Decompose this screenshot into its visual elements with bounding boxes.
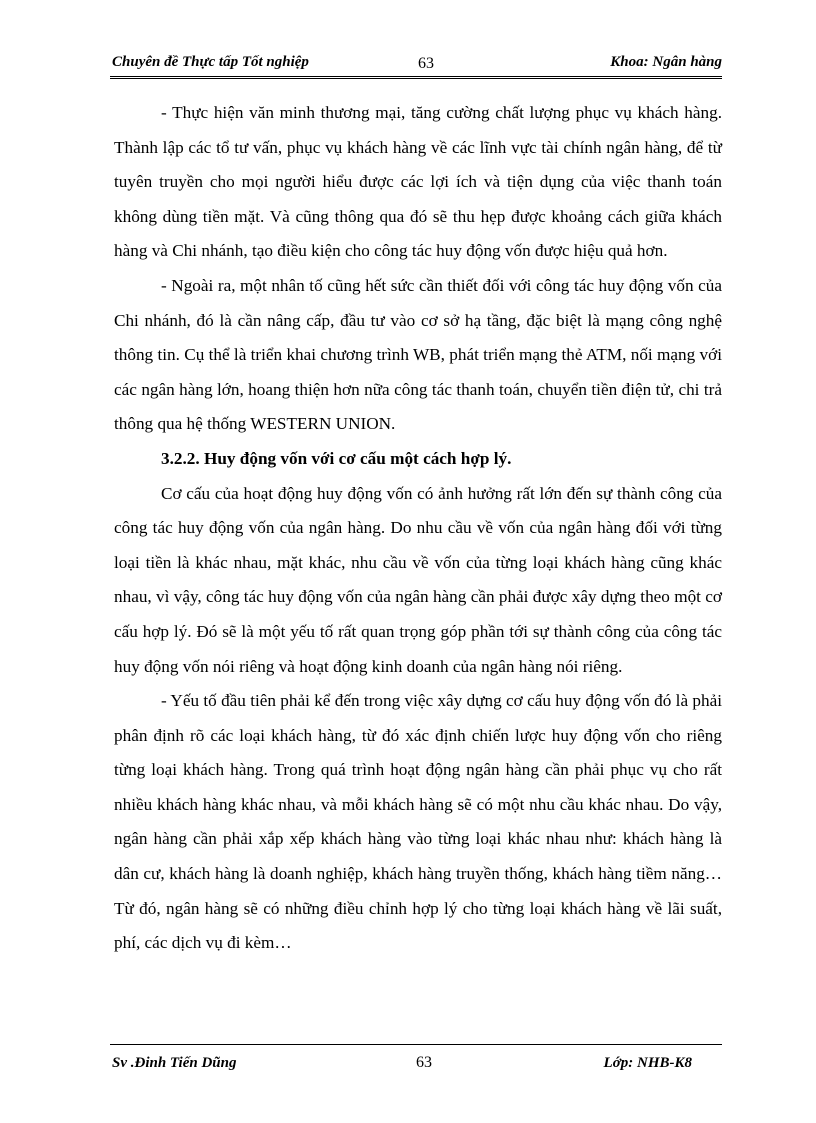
paragraph-infrastructure: - Ngoài ra, một nhân tố cũng hết sức cần thiết đối với công tác huy động vốn của Chi nhánh, đó là cần nâng cấp, đầu tư vào cơ sở hạ tầng, đặc biệt là mạng công nghệ thông tin. Cụ thể là triển khai chương trình WB, phát triển mạng thẻ ATM, nối mạng với các ngân hàng lớn, hoang thiện hơn nữa công tác thanh toán, chuyển tiền điện tử, chi trả thông qua hệ thống WESTERN UNION.	[114, 275, 722, 434]
header-document-title: Chuyên đề Thực tấp Tốt nghiệp	[112, 54, 309, 70]
header-page-number: 63	[418, 55, 434, 72]
footer-student-name: Sv .Đinh Tiến Dũng	[112, 1055, 237, 1071]
header-department: Khoa: Ngân hàng	[610, 54, 722, 70]
page-footer	[110, 1044, 722, 1075]
paragraph-civilized-commerce: - Thực hiện văn minh thương mại, tăng cường chất lượng phục vụ khách hàng. Thành lập các tổ tư vấn, phục vụ khách hàng về các lĩnh vực tài chính ngân hàng, để từ tuyên truyền cho mọi người hiểu được các lợi ích và tiện dụng của việc thanh toán không dùng tiền mặt. Và cũng thông qua đó sẽ thu hẹp được khoảng cách giữa khách hàng và Chi nhánh, tạo điều kiện cho công tác huy động vốn được hiệu quả hơn.	[114, 103, 722, 261]
section-heading: 3.2.2. Huy động vốn với cơ cấu một cách hợp lý.	[161, 448, 512, 468]
body-text	[114, 96, 722, 961]
paragraph-structure: Cơ cấu của hoạt động huy động vốn có ảnh hưởng rất lớn đến sự thành công của công tác huy động vốn của ngân hàng. Do nhu cầu về vốn của ngân hàng đối với từng loại tiền là khác nhau, mặt khác, nhu cầu về vốn của từng loại khách hàng cũng khác nhau, vì vậy, công tác huy động vốn của ngân hàng cần phải được xây dựng theo một cơ cấu hợp lý. Đó sẽ là một yếu tố rất quan trọng góp phần tới sự thành công của công tác huy động vốn nói riêng và hoạt động kinh doanh của ngân hàng nói riêng.	[114, 483, 722, 676]
page-header	[110, 52, 722, 79]
footer-page-number: 63	[416, 1054, 432, 1071]
paragraph-customer-types: - Yếu tố đầu tiên phải kể đến trong việc xây dựng cơ cấu huy động vốn đó là phải phân định rõ các loại khách hàng, từ đó xác định chiến lược huy động vốn cho riêng từng loại khách hàng. Trong quá trình hoạt động ngân hàng cần phải phục vụ cho rất nhiều khách hàng khác nhau, và mỗi khách hàng sẽ có một nhu cầu khác nhau. Do vậy, ngân hàng cần phải xắp xếp khách hàng vào từng loại khác nhau như: khách hàng là dân cư, khách hàng là doanh nghiệp, khách hàng truyền thống, khách hàng tiềm năng… Từ đó, ngân hàng sẽ có những điều chỉnh hợp lý cho từng loại khách hàng về lãi suất, phí, các dịch vụ đi kèm…	[114, 691, 722, 953]
footer-class: Lớp: NHB-K8	[603, 1055, 692, 1071]
